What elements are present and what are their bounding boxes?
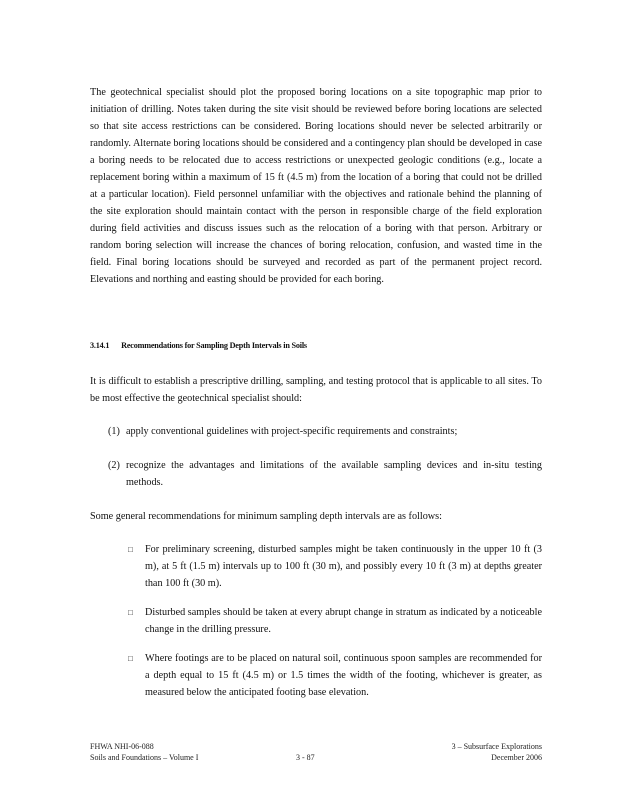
paragraph-boring-locations: The geotechnical specialist should plot the proposed boring locations on a site topographic map prior to initiation of drilling. Notes taken during the site visit should be reviewed before boring locations are selected so that site access restrictions can be considered. Boring locations should never be selected arbitrarily or randomly. Alternate boring locations should be considered and a contingency plan should be developed in case a boring needs to be relocated due to access restrictions or unexpected geologic conditions (e.g., locate a replacement boring within a maximum of 15 ft (4.5 m) from the location of a boring that could not be drilled at a particular location). Field personnel unfamiliar with the objectives and rationale behind the planning of the site exploration should maintain contact with the person in responsible charge of the field exploration during field activities and discuss issues such as the relocation of a boring with that person. Arbitrary or random boring selection will increase the chances of boring relocation, confusion, and wasted time in the field. Final boring locations should be surveyed and recorded as part of the permanent project record. Elevations and northing and easting should be provided for each boring.	[90, 87, 542, 285]
footer-report-id: FHWA NHI-06-088	[90, 742, 154, 751]
item-text: apply conventional guidelines with project-specific requirements and constraints;	[126, 426, 458, 437]
footer-volume: Soils and Foundations – Volume I	[90, 753, 199, 762]
bullet-item-3	[128, 650, 542, 701]
footer-page-number: 3 - 87	[296, 753, 315, 762]
bullet-item-1	[128, 541, 542, 592]
footer-chapter: 3 – Subsurface Explorations	[451, 742, 542, 751]
item-number: (1)	[108, 426, 120, 437]
section-heading	[90, 341, 542, 350]
paragraph-protocol: It is difficult to establish a prescriptive drilling, sampling, and testing protocol that is applicable to all sites. To be most effective the geotechnical specialist should:	[90, 376, 542, 404]
section-title: Recommendations for Sampling Depth Intervals in Soils	[121, 341, 307, 350]
numbered-item-2	[108, 457, 542, 491]
section-number: 3.14.1	[90, 341, 110, 350]
item-text: recognize the advantages and limitations of the available sampling devices and in-situ testing methods.	[126, 460, 542, 488]
footer-left	[90, 741, 198, 763]
paragraph-recommendations-intro: Some general recommendations for minimum sampling depth intervals are as follows:	[90, 511, 442, 522]
numbered-item-1	[108, 423, 542, 440]
item-number: (2)	[108, 460, 120, 471]
bullet-item-2	[128, 604, 542, 638]
bullet-box-icon: □	[128, 545, 133, 554]
bullet-text: For preliminary screening, disturbed samples might be taken continuously in the upper 10 ft (3 m), at 5 ft (1.5 m) intervals up to 100 ft (30 m), and possibly every 10 ft (3 m) at depths greater than 100 ft (30 m).	[145, 544, 542, 589]
bullet-text: Where footings are to be placed on natural soil, continuous spoon samples are recommended for a depth equal to 15 ft (4.5 m) or 1.5 times the width of the footing, whichever is greater, as measured below the anticipated footing base elevation.	[145, 653, 542, 698]
footer-date: December 2006	[491, 753, 542, 762]
bullet-text: Disturbed samples should be taken at every abrupt change in stratum as indicated by a noticeable change in the drilling pressure.	[145, 607, 542, 635]
footer-right	[420, 741, 542, 763]
bullet-box-icon: □	[128, 608, 133, 617]
bullet-box-icon: □	[128, 654, 133, 663]
